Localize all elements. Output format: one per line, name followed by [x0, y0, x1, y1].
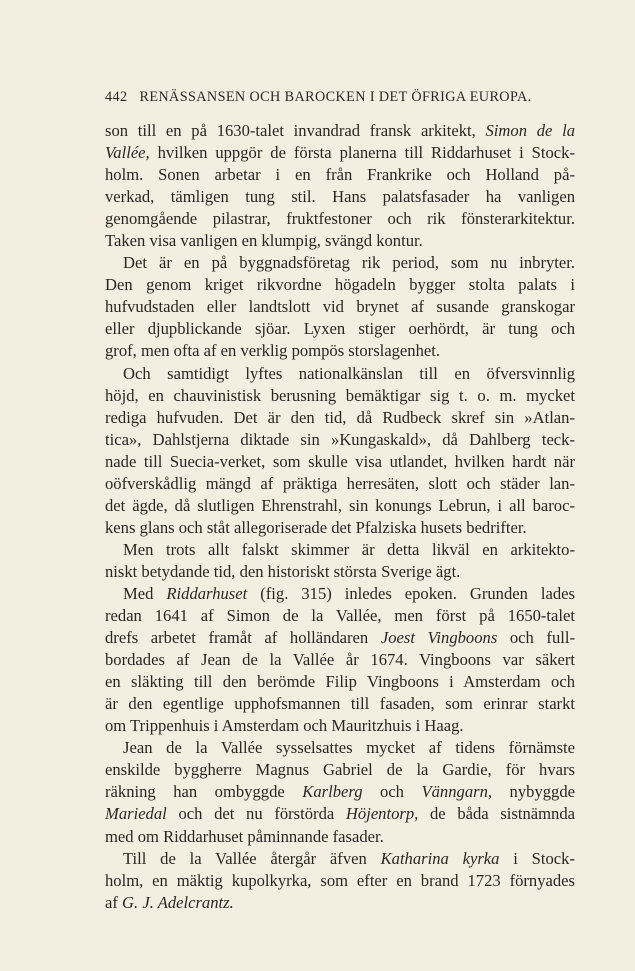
- text-line: [105, 781, 575, 803]
- text-segment: kens glans och ståt allegoriserade det Pfalziska husets bedrifter.: [105, 517, 527, 537]
- text-segment: son till en på 1630-talet invandrad fransk arkitekt,: [105, 121, 486, 140]
- text-line: [105, 870, 575, 892]
- text-segment: nybyggde: [492, 782, 575, 802]
- text-line: [105, 826, 575, 848]
- text-line: [105, 517, 575, 539]
- text-segment: eller djupblickande sjöar. Lyxen stiger oerhördt, är tung och: [105, 319, 575, 339]
- text-line: [105, 274, 575, 296]
- text-line: [105, 539, 575, 561]
- text-line: [105, 759, 575, 781]
- text-segment: nade till Suecia-verket, som skulle visa utlandet, hvilken hardt när: [105, 451, 575, 471]
- text-segment: oöfverskådlig mängd af präktiga herresäten, slott och städer lan-: [105, 473, 575, 493]
- text-line: [105, 407, 575, 429]
- text-line: [105, 429, 575, 451]
- text-segment: hvilken uppgör de första planerna till Riddarhuset i Stock-: [149, 143, 575, 163]
- text-segment: de båda sistnämnda: [418, 804, 575, 824]
- text-segment: niskt betydande tid, den historiskt största Sverige ägt.: [105, 561, 461, 581]
- text-line: [105, 715, 575, 737]
- text-segment: Och samtidigt lyftes nationalkänslan till en öfversvinnlig: [123, 363, 575, 383]
- text-line: [105, 583, 575, 605]
- text-line: [105, 693, 575, 715]
- text-line: [105, 671, 575, 693]
- text-segment: Men trots allt falskt skimmer är detta likväl en arkitekto-: [123, 539, 575, 559]
- text-line: [105, 164, 575, 186]
- text-segment: det ägde, då slutligen Ehrenstrahl, sin konungs Lebrun, i all baroc-: [105, 495, 575, 515]
- italic-text: Riddarhuset: [166, 583, 248, 603]
- text-line: [105, 737, 575, 759]
- page-number: 442: [105, 89, 128, 105]
- text-segment: tica», Dahlstjerna diktade sin »Kungaskald», då Dahlberg teck-: [105, 429, 575, 449]
- text-line: [105, 363, 575, 385]
- text-line: [105, 892, 575, 914]
- text-segment: bordades af Jean de la Vallée år 1674. Vingboons var säkert: [105, 650, 575, 670]
- text-segment: (fig. 315) inledes epoken. Grunden lades: [247, 583, 575, 603]
- text-segment: är den egentlige upphofsmannen till fasaden, som erinrar starkt: [105, 694, 575, 714]
- text-line: [105, 230, 575, 252]
- text-segment: redan 1641 af Simon de la Vallée, men först på 1650-talet: [105, 606, 575, 626]
- text-line: [105, 208, 575, 230]
- text-line: [105, 473, 575, 495]
- italic-text: Vallée,: [105, 143, 150, 163]
- text-segment: af: [105, 892, 123, 912]
- text-segment: och det nu förstörda: [166, 804, 346, 824]
- text-line: [105, 848, 575, 870]
- text-line: [105, 627, 575, 649]
- text-segment: hufvudstaden eller landtslott vid brynet af susande granskogar: [105, 297, 575, 317]
- text-line: [105, 142, 575, 164]
- text-line: [105, 495, 575, 517]
- text-segment: Till de la Vallée återgår äfven: [123, 848, 381, 868]
- text-line: [105, 318, 575, 340]
- text-segment: holm, en mäktig kupolkyrka, som efter en brand 1723 förnyades: [105, 870, 575, 890]
- text-line: [105, 252, 575, 274]
- body-text: [105, 120, 575, 914]
- italic-text: Simon de la: [485, 121, 575, 140]
- text-segment: och full-: [497, 628, 576, 648]
- text-line: [105, 296, 575, 318]
- italic-text: Vänngarn,: [421, 782, 493, 802]
- text-line: [105, 649, 575, 671]
- text-segment: Jean de la Vallée sysselsattes mycket af tidens förnämste: [123, 738, 575, 758]
- text-segment: genomgående pilastrar, fruktfestoner och rik fönsterarkitektur.: [105, 209, 575, 229]
- italic-text: Höjentorp,: [345, 804, 419, 824]
- text-line: [105, 186, 575, 208]
- text-segment: om Trippenhuis i Amsterdam och Mauritzhuis i Haag.: [105, 716, 464, 736]
- text-segment: Med: [123, 583, 167, 603]
- text-segment: Den genom kriget rikvordne högadeln bygger stolta palats i: [105, 275, 575, 295]
- running-title: RENÄSSANSEN OCH BAROCKEN I DET ÖFRIGA EUROPA.: [139, 89, 532, 105]
- text-segment: enskilde byggherre Magnus Gabriel de la Gardie, för hvars: [105, 760, 575, 780]
- text-segment: verkad, tämligen tung stil. Hans palatsfasader ha vanligen: [105, 187, 575, 207]
- text-segment: holm. Sonen arbetar i en från Frankrike och Holland på-: [105, 165, 575, 185]
- italic-text: Katharina kyrka: [380, 848, 500, 868]
- italic-text: Karlberg: [302, 782, 363, 802]
- text-segment: en släkting till den berömde Filip Vingboons i Amsterdam och: [105, 672, 575, 692]
- text-segment: grof, men ofta af en verklig pompös storslagenhet.: [105, 341, 441, 361]
- text-segment: rediga hufvuden. Det är den tid, då Rudbeck skref sin »Atlan-: [105, 407, 575, 427]
- text-line: [105, 561, 575, 583]
- text-line: [105, 120, 575, 142]
- italic-text: Joest Vingboons: [380, 628, 498, 648]
- text-line: [105, 803, 575, 825]
- italic-text: Mariedal: [105, 804, 167, 824]
- text-segment: Taken visa vanligen en klumpig, svängd kontur.: [105, 231, 423, 251]
- text-line: [105, 451, 575, 473]
- text-line: [105, 385, 575, 407]
- text-segment: och: [362, 782, 422, 802]
- text-line: [105, 340, 575, 362]
- text-segment: höjd, en chauvinistisk berusning bemäktigar sig t. o. m. mycket: [105, 385, 575, 405]
- text-segment: Det är en på byggnadsföretag rik period, som nu inbryter.: [123, 253, 575, 273]
- text-segment: räkning han ombyggde: [105, 782, 303, 802]
- running-header: [105, 89, 575, 106]
- text-segment: i Stock-: [499, 848, 575, 868]
- italic-text: G. J. Adelcrantz.: [122, 892, 234, 912]
- text-segment: drefs arbetet framåt af holländaren: [105, 628, 381, 648]
- text-segment: med om Riddarhuset påminnande fasader.: [105, 826, 384, 846]
- text-line: [105, 605, 575, 627]
